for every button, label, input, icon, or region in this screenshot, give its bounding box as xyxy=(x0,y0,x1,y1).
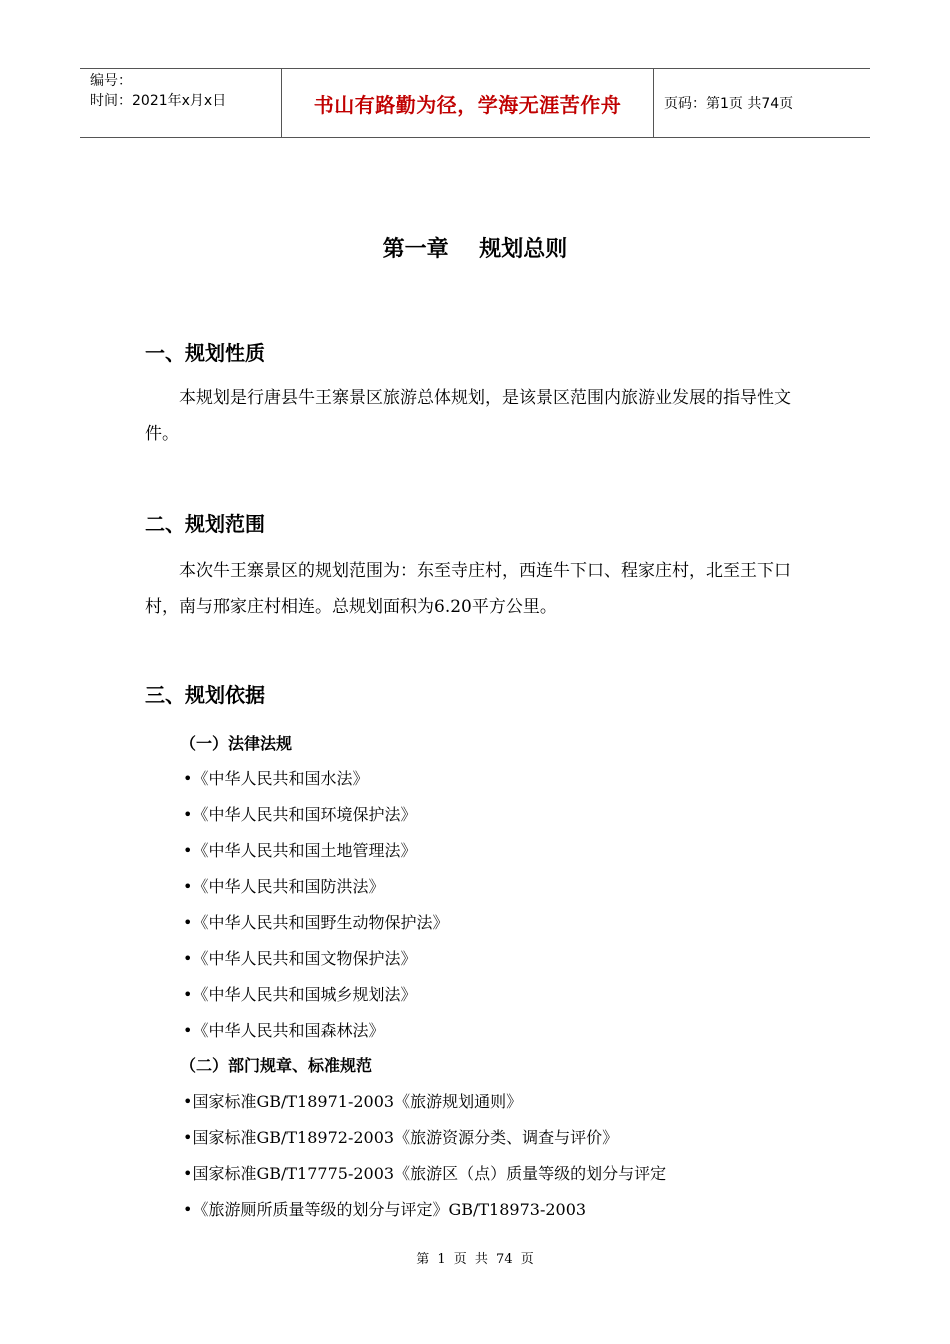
document-header xyxy=(80,68,870,138)
list-item: •《中华人民共和国森林法》 xyxy=(183,1021,385,1040)
list-item: •国家标准GB/T18971-2003《旅游规划通则》 xyxy=(183,1092,523,1111)
section-paragraph-nature: 本规划是行唐县牛王寨景区旅游总体规划，是该景区范围内旅游业发展的指导性文件。 xyxy=(145,388,791,444)
list-item: •《中华人民共和国防洪法》 xyxy=(183,877,385,896)
time-label: 时间：2021年x月x日 xyxy=(90,93,227,109)
list-item: •《中华人民共和国文物保护法》 xyxy=(183,949,417,968)
list-item: •《中华人民共和国城乡规划法》 xyxy=(183,985,417,1004)
list-item: •《中华人民共和国野生动物保护法》 xyxy=(183,913,449,932)
chapter-title: 第一章 规划总则 xyxy=(382,237,568,262)
subsection-heading-laws: （一）法律法规 xyxy=(180,734,293,753)
page-footer: 第 1 页 共 74 页 xyxy=(416,1252,534,1267)
section-heading-scope: 二、规划范围 xyxy=(145,512,265,536)
motto-text: 书山有路勤为径，学海无涯苦作舟 xyxy=(313,92,622,117)
page-info: 页码：第1页 共74页 xyxy=(664,96,794,112)
list-item: •国家标准GB/T18972-2003《旅游资源分类、调查与评价》 xyxy=(183,1128,619,1147)
list-item: •《中华人民共和国环境保护法》 xyxy=(183,805,417,824)
section-heading-basis: 三、规划依据 xyxy=(145,683,265,707)
subsection-heading-regulations: （二）部门规章、标准规范 xyxy=(180,1056,373,1075)
header-meta xyxy=(80,69,281,137)
list-item: •国家标准GB/T17775-2003《旅游区（点）质量等级的划分与评定 xyxy=(183,1164,667,1183)
section-heading-nature: 一、规划性质 xyxy=(145,341,265,365)
header-motto-cell xyxy=(281,69,654,137)
list-item: •《旅游厕所质量等级的划分与评定》GB/T18973-2003 xyxy=(183,1200,587,1219)
number-label: 编号： xyxy=(90,73,132,89)
list-item: •《中华人民共和国水法》 xyxy=(183,769,369,788)
header-page-info-cell xyxy=(654,69,793,137)
section-paragraph-scope: 本次牛王寨景区的规划范围为：东至寺庄村，西连牛下口、程家庄村，北至王下口村，南与邢家庄村相连。总规划面积为6.20平方公里。 xyxy=(145,561,791,617)
list-item: •《中华人民共和国土地管理法》 xyxy=(183,841,417,860)
